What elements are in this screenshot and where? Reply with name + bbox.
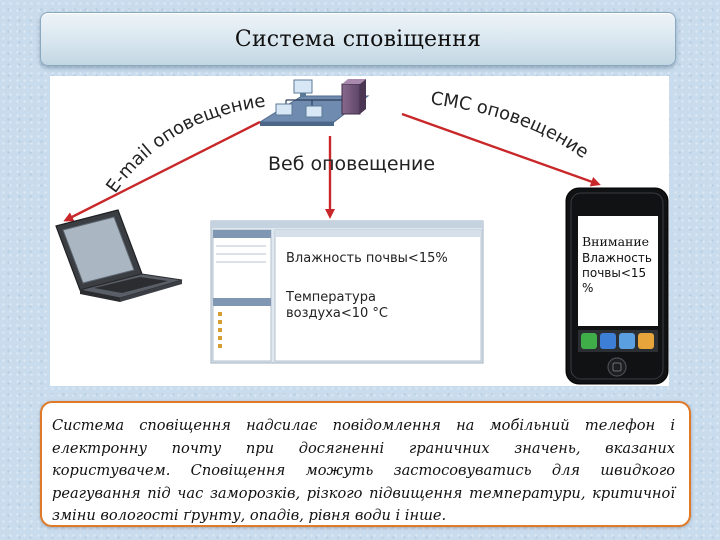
web-alert-label: Веб оповещение — [268, 153, 436, 175]
web-screen-line3: воздуха<10 °C — [286, 306, 389, 321]
phone-line2: почвы<15 — [582, 266, 647, 280]
description-text: Система сповіщення надсилає повідомлення на мобільний телефон і електронну почту при досягненні граничних значень, вказаних користувачем. Сповіщення можуть застосовуватись для швидкого реагування під час заморозків, різкого підвищення температури, критичної зміни вологості ґрунту, опадів, рівня води і інше. — [52, 417, 675, 524]
sms-alert-label: СМС оповещение — [429, 88, 593, 163]
web-screen — [211, 221, 483, 363]
phone-line3: % — [582, 281, 594, 295]
email-alert-label: E-mail оповещение — [102, 90, 267, 197]
browser-app-icon — [619, 333, 635, 349]
phone-icon — [566, 188, 668, 384]
illustration-canvas — [50, 76, 669, 386]
web-screen-line2: Температура — [286, 290, 376, 305]
laptop-icon — [56, 210, 182, 302]
network-icon — [260, 79, 368, 126]
description-box — [40, 401, 691, 527]
slide-title: Система сповіщення — [234, 26, 482, 52]
mail-app-icon — [600, 333, 616, 349]
phone-heading: Внимание — [582, 234, 650, 249]
music-app-icon — [638, 333, 654, 349]
notification-illustration — [50, 76, 669, 386]
phone-app-icon — [581, 333, 597, 349]
web-screen-line1: Влажность почвы<15% — [286, 251, 448, 266]
title-bar — [40, 12, 676, 66]
home-button-icon — [608, 358, 626, 376]
phone-line1: Влажность — [582, 251, 652, 265]
